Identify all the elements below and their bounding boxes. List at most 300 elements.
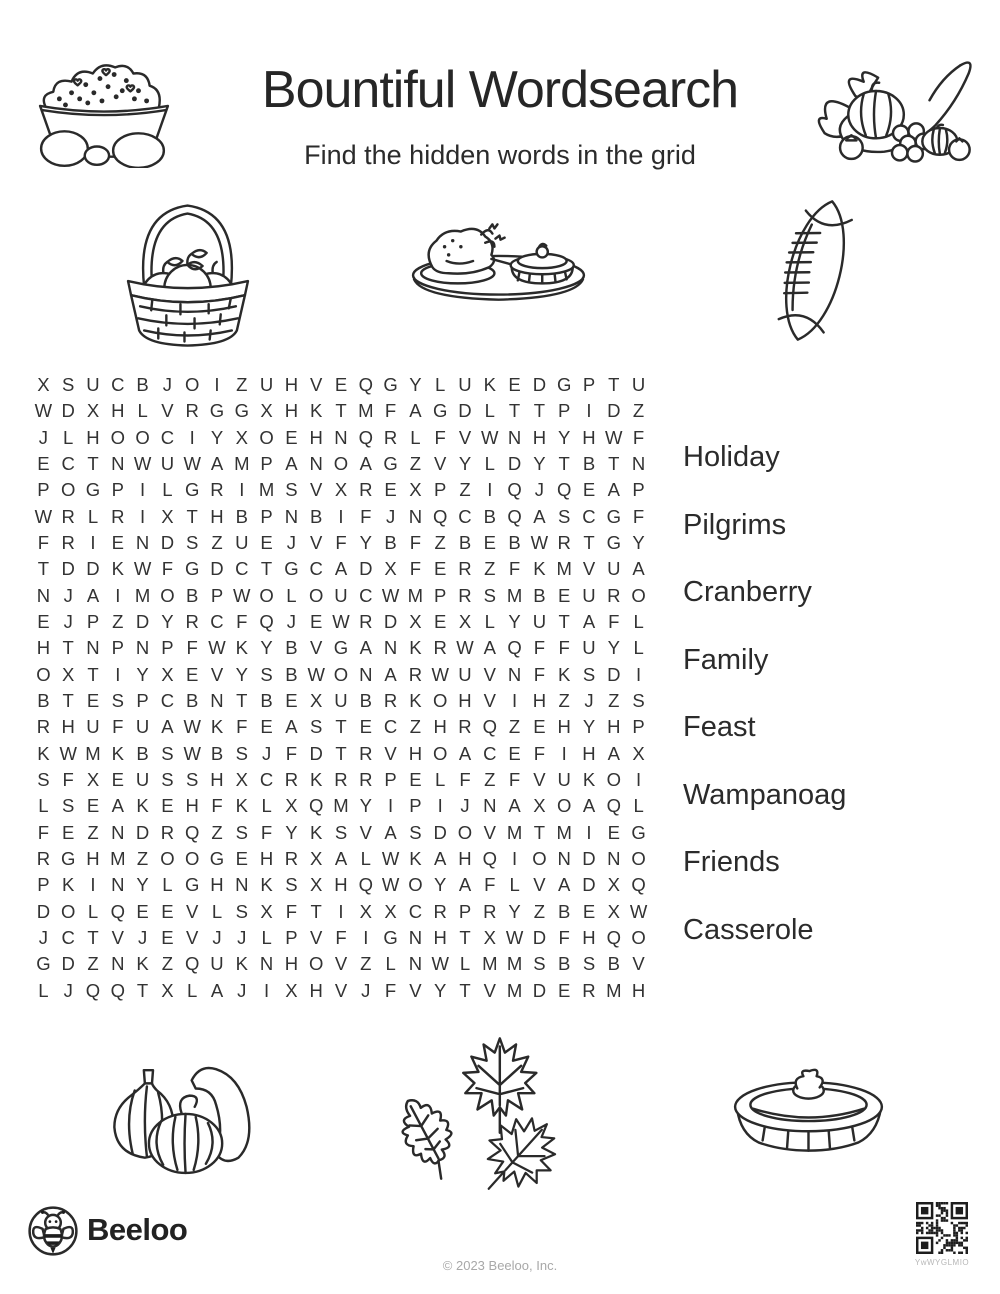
grid-cell: X (235, 426, 248, 448)
grid-cell: X (359, 900, 372, 922)
grid-cell: T (310, 900, 322, 922)
grid-cell: X (285, 979, 298, 1001)
grid-cell: N (408, 953, 423, 975)
grid-cell: Q (557, 479, 572, 501)
page-title: Bountiful Wordsearch (261, 61, 739, 119)
pumpkins-icon (98, 1058, 266, 1176)
grid-cell: R (557, 532, 571, 554)
grid-cell: N (383, 637, 398, 659)
grid-cell: Z (558, 690, 570, 712)
grid-cell: B (186, 584, 199, 606)
grid-cell: L (633, 637, 644, 659)
page-subtitle: Find the hidden words in the grid (304, 140, 696, 170)
grid-cell: I (636, 769, 642, 791)
grid-cell: S (533, 953, 546, 975)
grid-cell: V (310, 374, 323, 396)
grid-cell: A (285, 716, 298, 738)
grid-cell: F (558, 927, 570, 949)
grid-cell: N (631, 453, 646, 475)
grid-cell: P (37, 479, 50, 501)
grid-cell: V (582, 558, 596, 580)
grid-cell: O (557, 795, 572, 817)
grid-cell: Y (235, 663, 248, 685)
grid-cell: S (582, 953, 596, 975)
grid-cell: L (633, 611, 644, 633)
grid-cell: Q (309, 795, 324, 817)
grid-cell: N (607, 848, 621, 870)
grid-cell: C (61, 453, 75, 475)
grid-cell: G (383, 927, 398, 949)
grid-cell: E (508, 374, 521, 396)
grid-cell: P (161, 637, 174, 659)
grid-cell: N (259, 953, 274, 975)
grid-cell: J (63, 979, 73, 1001)
grid-cell: R (433, 637, 447, 659)
grid-cell: P (37, 874, 50, 896)
grid-cell: M (506, 953, 523, 975)
grid-cell: F (260, 821, 273, 843)
grid-cell: W (307, 663, 325, 685)
cranberry-bowl-icon (33, 50, 175, 168)
grid-cell: L (633, 795, 644, 817)
grid-cell: K (210, 716, 224, 738)
grid-cell: W (431, 663, 449, 685)
grid-cell: Y (434, 874, 447, 896)
word-list-item: Holiday (683, 441, 780, 474)
grid-cell: E (260, 532, 273, 554)
grid-cell: E (136, 900, 149, 922)
grid-cell: X (334, 479, 348, 501)
grid-cell: L (484, 400, 495, 422)
grid-cell: A (582, 795, 596, 817)
grid-cell: C (582, 505, 596, 527)
grid-cell: A (359, 453, 372, 475)
grid-cell: G (234, 400, 249, 422)
grid-cell: J (212, 927, 222, 949)
grid-cell: L (509, 874, 520, 896)
grid-cell: K (582, 769, 596, 791)
grid-cell: B (285, 637, 298, 659)
grid-cell: B (285, 663, 298, 685)
grid-cell: D (210, 558, 224, 580)
grid-cell: M (407, 584, 424, 606)
grid-cell: H (284, 400, 299, 422)
grid-cell: K (310, 769, 323, 791)
grid-cell: F (335, 927, 347, 949)
grid-cell: B (37, 690, 50, 712)
grid-cell: N (507, 663, 522, 685)
grid-cell: H (259, 848, 274, 870)
grid-cell: D (359, 558, 373, 580)
grid-cell: H (458, 690, 472, 712)
grid-cell: B (483, 505, 496, 527)
grid-cell: J (286, 532, 297, 554)
grid-cell: G (209, 400, 225, 422)
grid-cell: W (59, 742, 77, 764)
grid-cell: I (90, 874, 96, 896)
grid-cell: X (607, 874, 620, 896)
grid-cell: V (186, 900, 199, 922)
grid-cell: V (483, 821, 496, 843)
grid-cell: U (557, 769, 571, 791)
grid-cell: T (558, 453, 570, 475)
grid-cell: H (458, 848, 472, 870)
grid-cell: T (608, 453, 620, 475)
grid-cell: D (532, 979, 547, 1001)
grid-cell: S (632, 690, 645, 712)
grid-cell: K (136, 795, 149, 817)
grid-cell: L (286, 584, 297, 606)
grid-cell: G (631, 821, 646, 843)
grid-cell: O (259, 584, 274, 606)
grid-cell: E (161, 900, 174, 922)
grid-cell: O (606, 769, 621, 791)
grid-cell: F (37, 532, 50, 554)
grid-cell: W (456, 637, 474, 659)
grid-cell: W (133, 558, 152, 580)
grid-cell: T (533, 400, 546, 422)
grid-cell: D (160, 532, 175, 554)
grid-cell: I (338, 505, 344, 527)
grid-cell: E (235, 848, 248, 870)
grid-cell: U (135, 716, 150, 738)
word-list-item: Casserole (683, 913, 814, 946)
grid-cell: X (161, 979, 174, 1001)
grid-cell: N (210, 690, 224, 712)
grid-cell: T (508, 400, 521, 422)
football-icon (755, 193, 875, 348)
grid-cell: E (359, 716, 372, 738)
grid-cell: S (285, 479, 298, 501)
grid-cell: J (460, 795, 470, 817)
grid-cell: E (260, 716, 273, 738)
grid-cell: Q (358, 874, 373, 896)
grid-cell: Z (112, 611, 124, 633)
grid-cell: T (459, 927, 471, 949)
grid-cell: P (260, 505, 273, 527)
grid-cell: M (506, 821, 523, 843)
grid-cell: P (409, 795, 422, 817)
grid-cell: G (284, 558, 299, 580)
grid-cell: Y (136, 874, 149, 896)
grid-cell: F (459, 769, 471, 791)
grid-cell: X (384, 558, 397, 580)
grid-cell: Z (508, 716, 521, 738)
grid-cell: T (533, 821, 546, 843)
grid-cell: G (557, 374, 572, 396)
grid-cell: D (607, 663, 621, 685)
grid-cell: S (483, 584, 496, 606)
grid-cell: O (160, 848, 175, 870)
grid-cell: R (433, 900, 447, 922)
grid-cell: S (235, 742, 248, 764)
grid-cell: N (111, 453, 125, 475)
grid-cell: G (383, 374, 398, 396)
grid-cell: J (63, 611, 73, 633)
grid-cell: D (532, 374, 547, 396)
grid-cell: M (110, 848, 126, 870)
grid-cell: F (533, 637, 546, 659)
grid-cell: U (235, 532, 249, 554)
grid-cell: L (38, 979, 49, 1001)
grid-cell: X (310, 690, 323, 712)
grid-cell: B (260, 690, 273, 712)
grid-cell: V (359, 821, 372, 843)
grid-cell: Z (87, 953, 99, 975)
grid-cell: D (135, 821, 150, 843)
bee-logo-icon (27, 1205, 79, 1257)
grid-cell: Q (507, 505, 522, 527)
word-list-item: Pilgrims (683, 508, 787, 541)
grid-cell: T (335, 742, 347, 764)
grid-cell: B (582, 453, 596, 475)
grid-cell: K (62, 874, 75, 896)
grid-cell: Y (210, 426, 224, 448)
grid-cell: V (310, 927, 323, 949)
grid-cell: W (133, 453, 152, 475)
grid-cell: U (458, 374, 472, 396)
grid-cell: W (381, 584, 400, 606)
grid-cell: B (186, 690, 199, 712)
grid-cell: A (161, 716, 174, 738)
grid-cell: P (632, 479, 645, 501)
grid-cell: Z (608, 690, 620, 712)
grid-cell: Q (507, 479, 522, 501)
grid-cell: F (112, 716, 124, 738)
grid-cell: Z (632, 400, 645, 422)
grid-cell: Z (484, 558, 496, 580)
grid-cell: H (433, 927, 447, 949)
grid-cell: B (384, 532, 397, 554)
grid-cell: U (334, 690, 348, 712)
grid-cell: Q (482, 716, 497, 738)
grid-cell: F (285, 742, 298, 764)
grid-cell: I (338, 900, 344, 922)
grid-cell: Z (360, 953, 372, 975)
grid-cell: R (61, 505, 75, 527)
grid-cell: F (384, 400, 397, 422)
grid-cell: F (533, 742, 546, 764)
grid-cell: G (333, 637, 349, 659)
grid-cell: E (37, 611, 50, 633)
word-list (683, 424, 846, 964)
grid-cell: B (136, 742, 149, 764)
grid-cell: M (258, 479, 275, 501)
grid-cell: S (409, 821, 422, 843)
grid-cell: Z (459, 479, 471, 501)
grid-cell: I (90, 532, 96, 554)
grid-cell: L (484, 453, 495, 475)
grid-cell: Y (508, 611, 521, 633)
grid-cell: D (507, 453, 522, 475)
grid-cell: O (309, 953, 324, 975)
grid-cell: U (458, 663, 472, 685)
grid-cell: H (309, 426, 323, 448)
grid-cell: I (437, 795, 443, 817)
grid-cell: Z (161, 953, 174, 975)
grid-cell: O (61, 900, 76, 922)
grid-cell: G (383, 453, 398, 475)
grid-cell: W (34, 400, 53, 422)
grid-cell: S (235, 900, 248, 922)
grid-cell: L (87, 505, 99, 527)
grid-cell: K (310, 821, 323, 843)
grid-cell: S (111, 690, 124, 712)
grid-cell: E (434, 558, 447, 580)
grid-cell: H (582, 927, 596, 949)
grid-cell: E (558, 584, 571, 606)
grid-cell: U (532, 611, 547, 633)
grid-cell: E (161, 795, 174, 817)
grid-cell: H (185, 795, 199, 817)
grid-cell: D (135, 611, 150, 633)
grid-cell: A (285, 453, 298, 475)
grid-cell: X (86, 769, 100, 791)
grid-cell: U (135, 769, 150, 791)
grid-cell: C (309, 558, 323, 580)
grid-cell: N (135, 532, 150, 554)
autumn-leaves-icon (380, 1026, 578, 1200)
grid-cell: S (310, 716, 323, 738)
grid-cell: W (530, 532, 549, 554)
grid-cell: U (86, 374, 100, 396)
grid-cell: A (533, 505, 546, 527)
grid-cell: S (285, 874, 298, 896)
grid-cell: Z (533, 900, 546, 922)
grid-cell: N (111, 874, 125, 896)
grid-cell: Y (285, 821, 298, 843)
grid-cell: E (558, 979, 571, 1001)
grid-cell: M (556, 821, 572, 843)
word-list-item: Friends (683, 846, 780, 879)
grid-cell: F (285, 900, 298, 922)
grid-cell: K (37, 742, 50, 764)
grid-cell: L (38, 795, 49, 817)
grid-cell: O (333, 453, 349, 475)
grid-cell: Y (458, 453, 472, 475)
grid-cell: Q (631, 874, 646, 896)
grid-cell: X (86, 400, 100, 422)
grid-cell: D (36, 900, 51, 922)
grid-cell: L (261, 795, 272, 817)
grid-cell: Q (259, 611, 274, 633)
grid-cell: E (582, 900, 596, 922)
grid-cell: I (140, 479, 146, 501)
grid-cell: K (533, 558, 546, 580)
word-list-item: Wampanoag (683, 778, 847, 811)
grid-cell: O (408, 874, 423, 896)
grid-cell: E (111, 769, 124, 791)
grid-cell: L (261, 927, 272, 949)
apple-basket-icon (120, 190, 256, 348)
grid-cell: T (87, 453, 99, 475)
grid-cell: Z (87, 821, 99, 843)
grid-cell: L (63, 426, 74, 448)
grid-cell: G (61, 848, 76, 870)
grid-cell: K (558, 663, 571, 685)
grid-cell: D (61, 953, 75, 975)
grid-cell: B (136, 374, 149, 396)
grid-cell: R (185, 400, 199, 422)
grid-cell: E (409, 769, 422, 791)
grid-cell: F (409, 558, 422, 580)
grid-cell: R (359, 479, 373, 501)
grid-cell: F (533, 663, 546, 685)
grid-cell: G (606, 532, 621, 554)
grid-cell: N (86, 637, 100, 659)
grid-cell: W (233, 584, 251, 606)
grid-cell: A (632, 558, 645, 580)
grid-cell: F (236, 716, 248, 738)
grid-cell: R (111, 505, 125, 527)
grid-cell: I (636, 663, 642, 685)
grid-cell: I (115, 663, 121, 685)
grid-cell: Y (359, 532, 372, 554)
grid-cell: S (186, 532, 199, 554)
grid-cell: J (237, 927, 247, 949)
grid-cell: U (210, 953, 224, 975)
grid-cell: H (210, 505, 224, 527)
grid-cell: W (208, 637, 226, 659)
grid-cell: Y (359, 795, 372, 817)
grid-cell: V (310, 532, 323, 554)
grid-cell: P (111, 637, 124, 659)
grid-cell: N (483, 795, 497, 817)
grid-cell: L (459, 953, 471, 975)
grid-cell: J (237, 979, 247, 1001)
grid-cell: Y (632, 532, 645, 554)
grid-cell: W (34, 505, 53, 527)
grid-cell: J (162, 374, 173, 396)
grid-cell: U (582, 637, 596, 659)
grid-cell: Q (606, 795, 621, 817)
grid-cell: H (631, 979, 646, 1001)
grid-cell: C (160, 426, 175, 448)
grid-cell: E (434, 611, 447, 633)
grid-cell: K (310, 400, 323, 422)
grid-cell: C (408, 900, 423, 922)
grid-cell: W (381, 848, 400, 870)
grid-cell: J (385, 505, 396, 527)
grid-cell: H (210, 769, 224, 791)
grid-cell: C (259, 769, 274, 791)
grid-cell: Z (211, 821, 223, 843)
grid-cell: R (36, 716, 51, 738)
grid-cell: R (458, 584, 472, 606)
grid-cell: Q (358, 374, 373, 396)
grid-cell: K (409, 690, 422, 712)
grid-cell: S (37, 769, 50, 791)
grid-cell: S (161, 769, 174, 791)
grid-cell: U (631, 374, 646, 396)
grid-cell: F (508, 558, 521, 580)
grid-cell: K (483, 374, 496, 396)
grid-cell: N (309, 453, 323, 475)
grid-cell: T (558, 611, 570, 633)
grid-cell: I (214, 374, 220, 396)
grid-cell: C (235, 558, 249, 580)
grid-cell: I (586, 821, 592, 843)
grid-cell: J (38, 426, 49, 448)
grid-cell: G (606, 505, 621, 527)
grid-cell: Q (110, 900, 125, 922)
grid-cell: Z (236, 374, 248, 396)
grid-cell: P (285, 927, 298, 949)
grid-cell: B (508, 532, 521, 554)
grid-cell: F (558, 637, 570, 659)
grid-cell: K (409, 637, 422, 659)
grid-cell: N (135, 637, 150, 659)
